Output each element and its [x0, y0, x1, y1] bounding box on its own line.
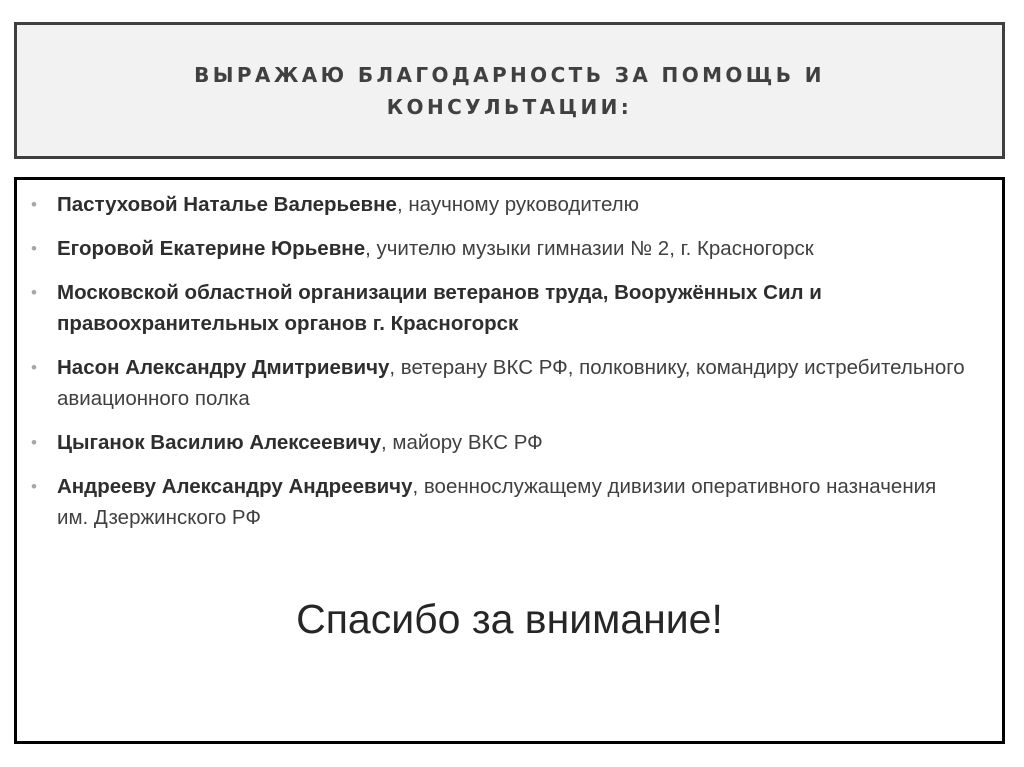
item-detail: , научному руководителю [396, 193, 640, 216]
item-name: Московской областной организации ветеранов труда, Вооружённых Сил и правоохранительных органов г. Красногорск [57, 281, 822, 335]
bullet-icon: • [31, 477, 37, 496]
item-detail: , майору ВКС РФ [380, 431, 543, 454]
bullet-icon: • [31, 195, 37, 214]
item-name: Егоровой Екатерине Юрьевне [57, 237, 366, 260]
bullet-icon: • [31, 433, 37, 452]
bullet-icon: • [31, 239, 37, 258]
item-name: Пастуховой Наталье Валерьевне [57, 193, 397, 216]
acknowledgements-list [29, 189, 969, 546]
list-item [29, 233, 969, 264]
list-item [29, 427, 969, 458]
title-box [14, 22, 1005, 159]
content-box [14, 177, 1005, 744]
slide-title: ВЫРАЖАЮ БЛАГОДАРНОСТЬ ЗА ПОМОЩЬ И КОНСУЛЬТАЦИИ: [194, 62, 825, 119]
list-item [29, 352, 969, 414]
list-item [29, 471, 969, 533]
closing-message: Спасибо за внимание! [296, 596, 723, 642]
bullet-icon: • [31, 358, 37, 377]
list-item [29, 277, 969, 339]
item-name: Насон Александру Дмитриевичу [57, 356, 390, 379]
item-detail: , ветерану ВКС РФ, полковнику, командиру истребительного авиационного полка [57, 356, 965, 410]
bullet-icon: • [31, 283, 37, 302]
item-detail: , учителю музыки гимназии № 2, г. Красногорск [365, 237, 814, 260]
item-detail: , военнослужащему дивизии оперативного назначения им. Дзержинского РФ [57, 475, 937, 529]
item-name: Цыганок Василию Алексеевичу [57, 431, 381, 454]
item-name: Андрееву Александру Андреевичу [57, 475, 413, 498]
list-item [29, 189, 969, 220]
